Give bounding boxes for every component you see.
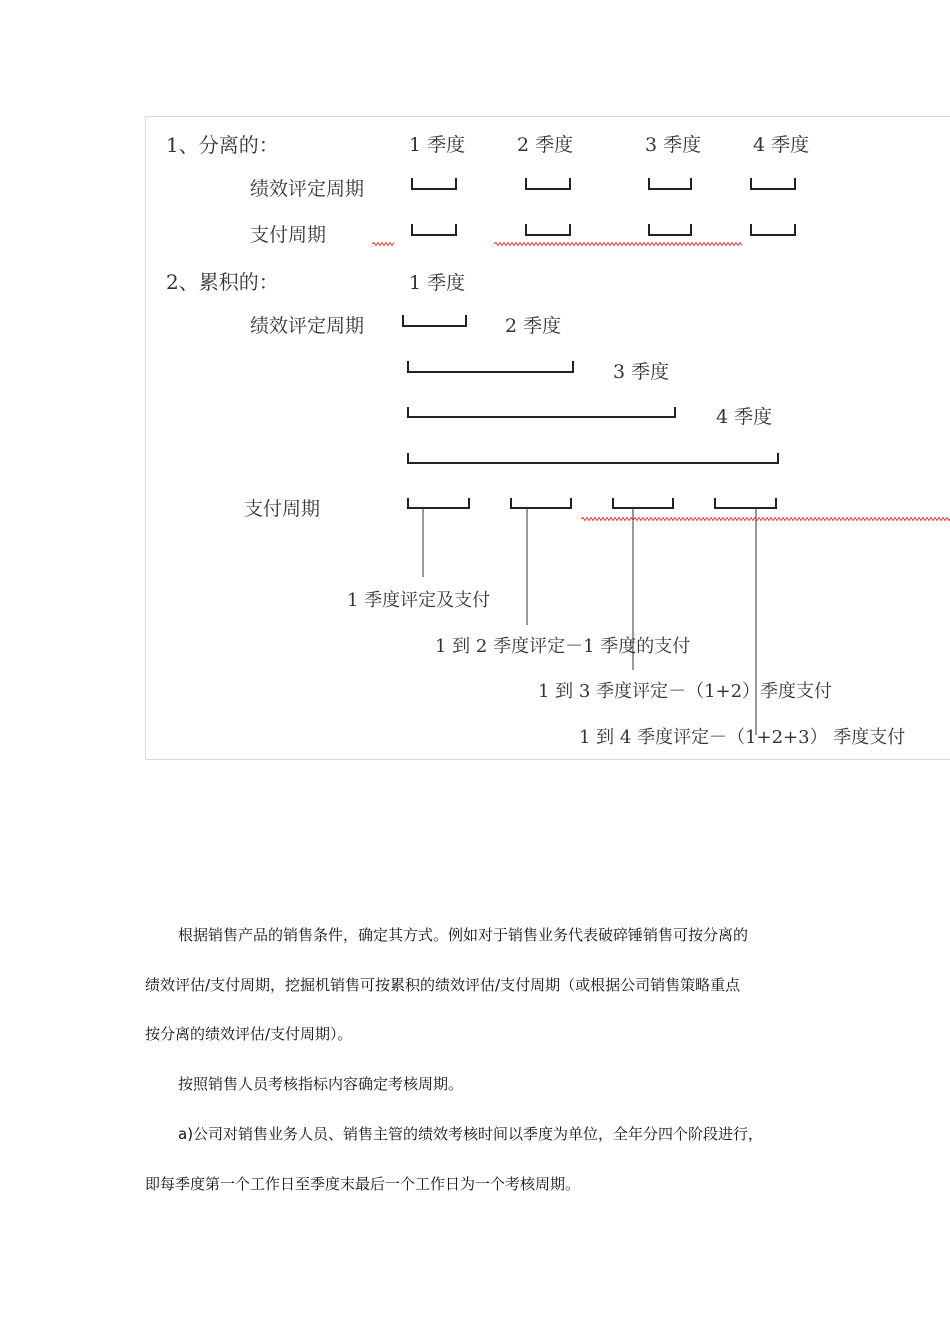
cumulative-heading: 2、累积的： <box>166 270 279 294</box>
caption-quarters-1-3: 1 到 3 季度评定－（1+2）季度支付 <box>538 681 833 702</box>
cumulative-eval-bracket-q1 <box>403 315 466 326</box>
cumulative-quarter-3-label: 3 季度 <box>613 361 670 383</box>
cumulative-eval-period-label: 绩效评定周期 <box>250 315 365 337</box>
separated-eval-bracket-q2 <box>526 178 570 189</box>
separated-quarter-4-label: 4 季度 <box>753 134 810 156</box>
cumulative-quarter-4-label: 4 季度 <box>716 406 773 428</box>
separated-quarter-2-label: 2 季度 <box>517 134 574 156</box>
separated-pay-period-label: 支付周期 <box>250 224 327 246</box>
spellcheck-underline-3 <box>581 518 950 521</box>
separated-pay-bracket-q2 <box>526 224 570 235</box>
period-diagram-figure <box>145 116 950 760</box>
period-diagram-lines <box>146 117 950 761</box>
separated-eval-bracket-q3 <box>649 178 691 189</box>
caption-quarter-1: 1 季度评定及支付 <box>347 590 491 611</box>
separated-pay-bracket-q1 <box>412 224 456 235</box>
paragraph-2: 按照销售人员考核指标内容确定考核周期。 <box>178 1075 464 1093</box>
paragraph-3-line-2: 即每季度第一个工作日至季度末最后一个工作日为一个考核周期。 <box>145 1175 581 1193</box>
separated-pay-bracket-q4 <box>751 224 795 235</box>
cumulative-pay-period-label: 支付周期 <box>244 498 321 520</box>
separated-eval-bracket-q1 <box>412 178 456 189</box>
paragraph-3-line-1: a)公司对销售业务人员、销售主管的绩效考核时间以季度为单位，全年分四个阶段进行， <box>178 1125 764 1143</box>
separated-eval-period-label: 绩效评定周期 <box>250 178 365 200</box>
spellcheck-underline-1 <box>372 243 394 246</box>
separated-heading: 1、分离的： <box>166 133 279 157</box>
caption-quarters-1-4: 1 到 4 季度评定－（1+2+3） 季度支付 <box>579 727 906 748</box>
cumulative-quarter-2-label: 2 季度 <box>505 315 562 337</box>
caption-quarters-1-2: 1 到 2 季度评定－1 季度的支付 <box>435 636 691 657</box>
separated-quarter-3-label: 3 季度 <box>645 134 702 156</box>
separated-quarter-1-label: 1 季度 <box>409 134 466 156</box>
cumulative-pay-bracket-q4 <box>715 498 776 508</box>
cumulative-eval-bracket-q1-q3 <box>408 407 675 417</box>
cumulative-pay-bracket-q3 <box>613 498 673 508</box>
cumulative-eval-bracket-q1-q2 <box>408 361 573 372</box>
separated-pay-bracket-q3 <box>649 224 691 235</box>
paragraph-1-line-2: 绩效评估/支付周期，挖掘机销售可按累积的绩效评估/支付周期（或根据公司销售策略重点 <box>145 976 741 994</box>
cumulative-pay-bracket-q2 <box>511 498 571 508</box>
separated-eval-bracket-q4 <box>751 178 795 189</box>
spellcheck-underline-2 <box>494 243 742 246</box>
cumulative-quarter-1-label: 1 季度 <box>409 272 466 294</box>
cumulative-pay-bracket-q1 <box>408 498 469 508</box>
paragraph-1-line-1: 根据销售产品的销售条件，确定其方式。例如对于销售业务代表破碎锤销售可按分离的 <box>178 926 749 944</box>
cumulative-eval-bracket-q1-q4 <box>408 453 778 463</box>
paragraph-1-line-3: 按分离的绩效评估/支付周期）。 <box>145 1025 353 1043</box>
